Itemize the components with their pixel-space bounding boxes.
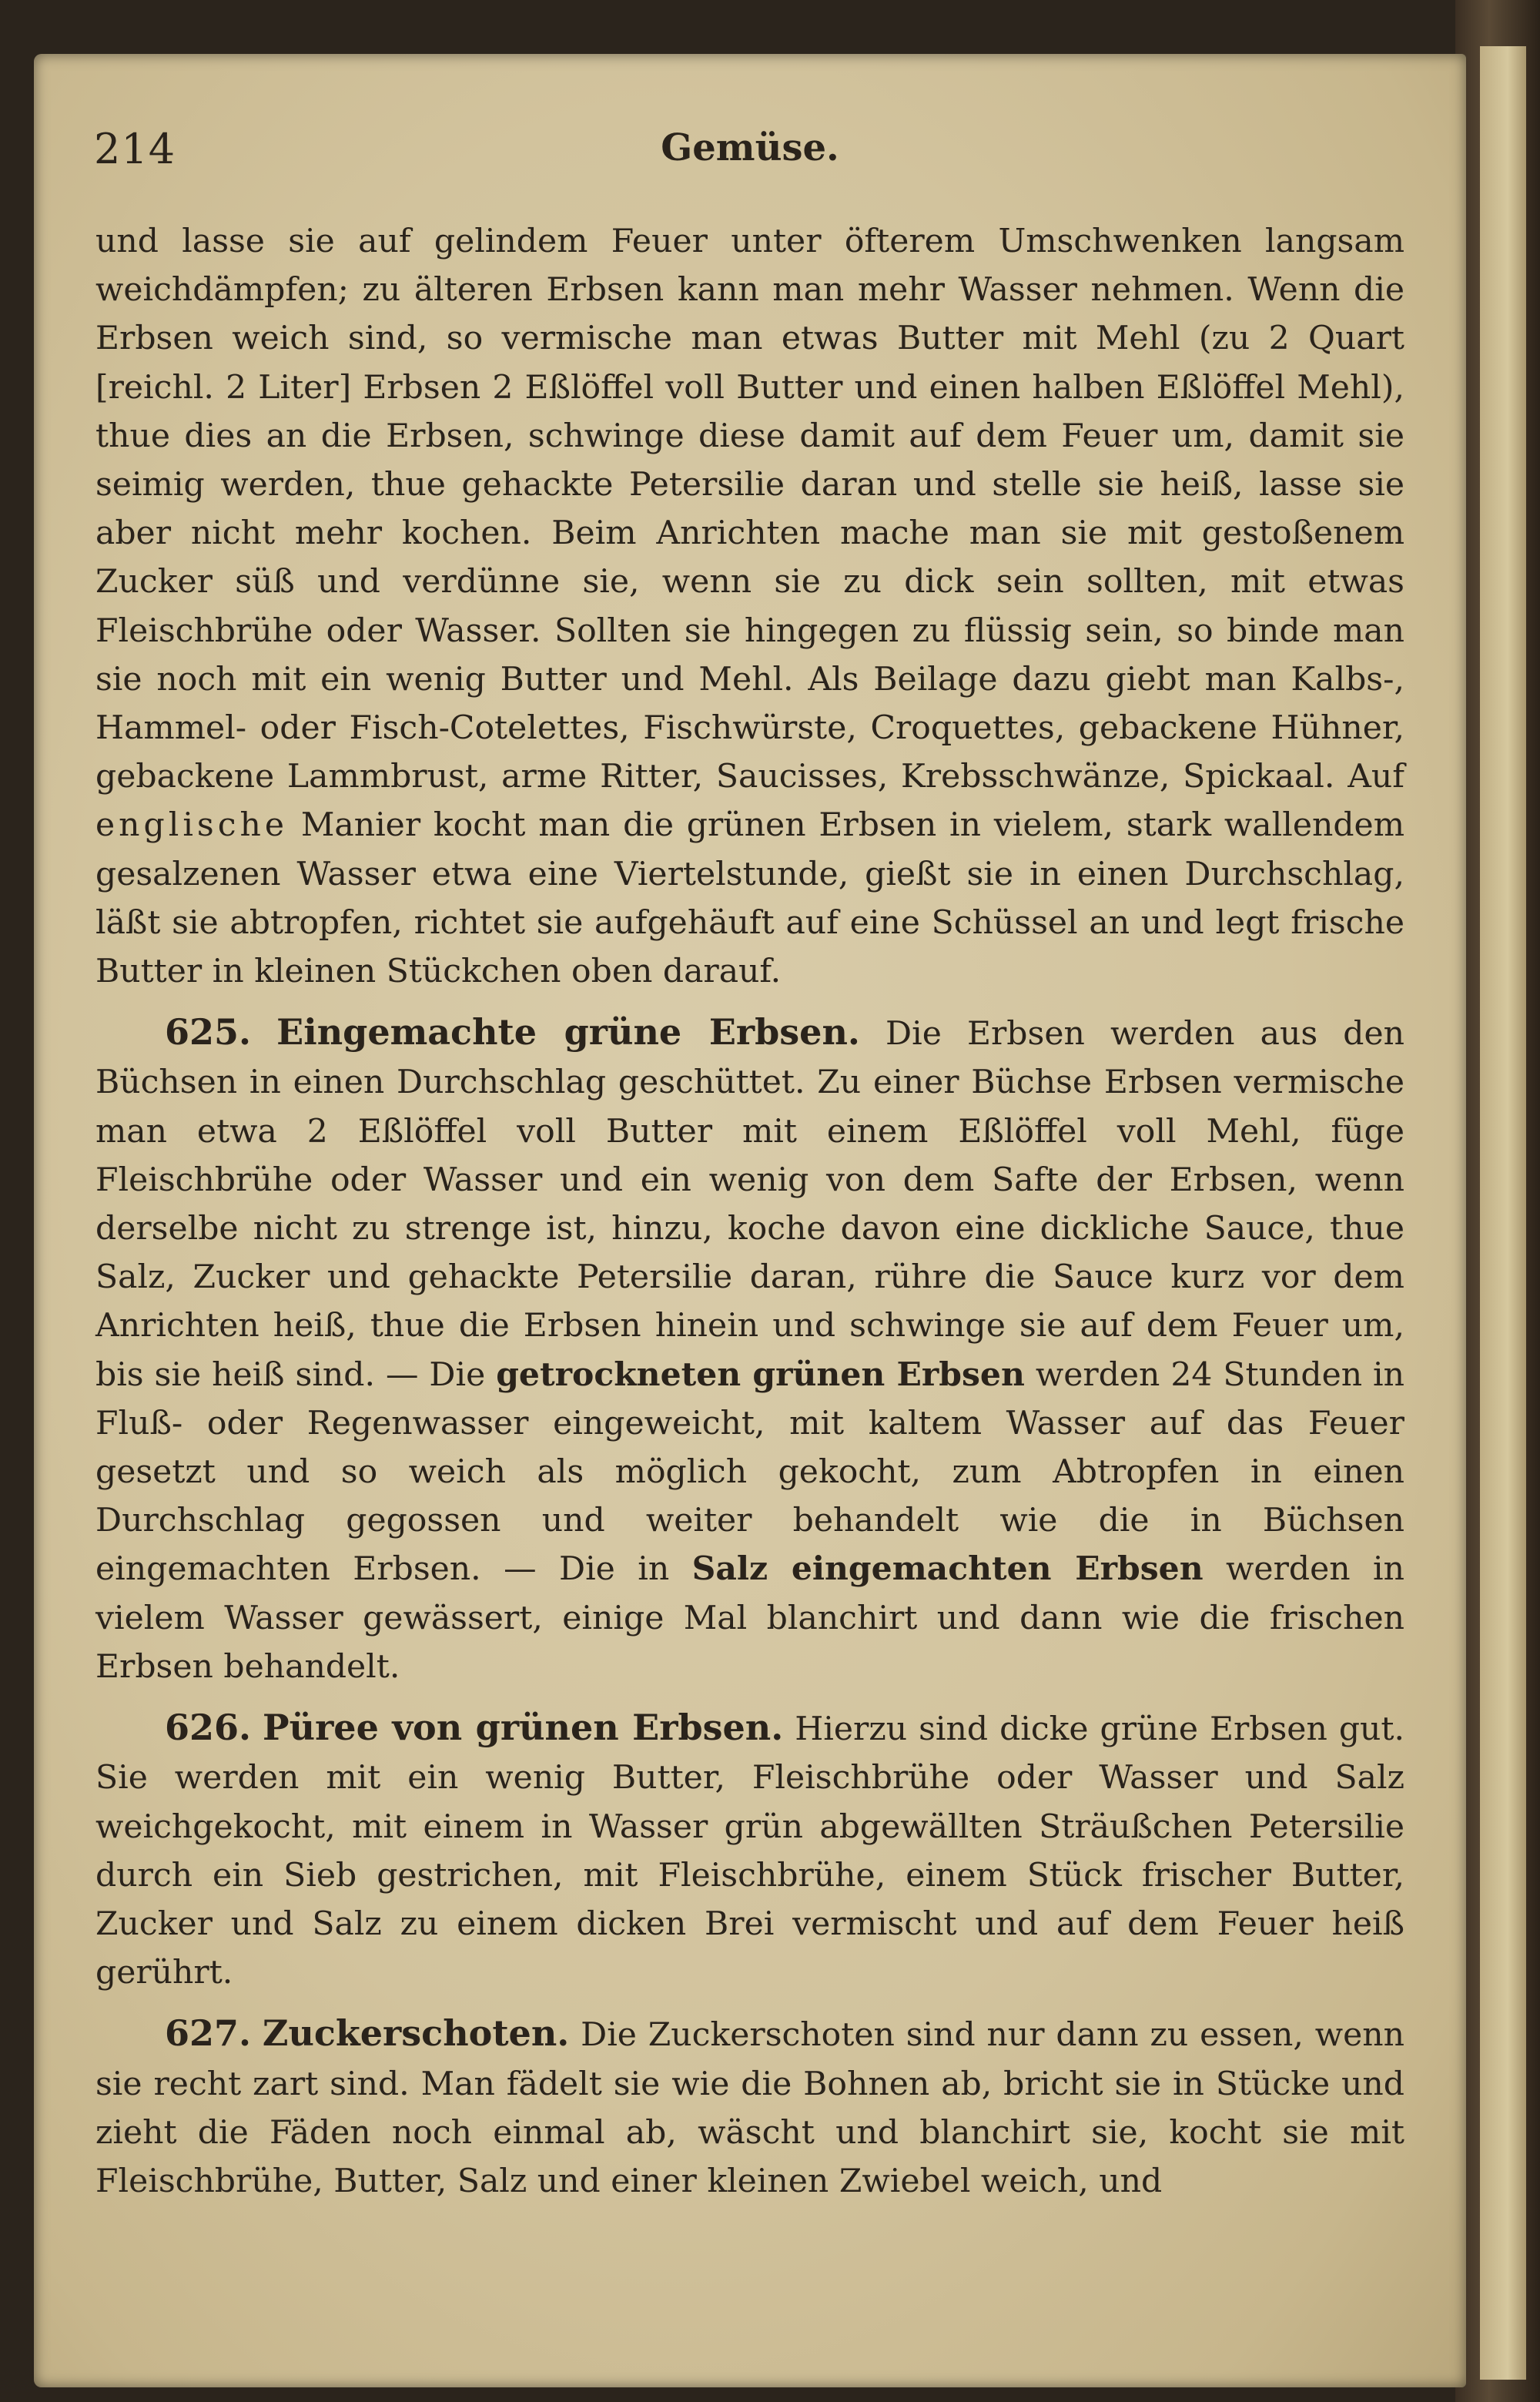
recipe-number: 625. — [165, 1011, 252, 1054]
page-number: 214 — [94, 125, 176, 173]
recipe-title: Eingemachte grüne Erbsen. — [276, 1011, 860, 1054]
recipe-text: Hierzu sind dicke grüne Erbsen gut. Sie werden mit ein wenig Butter, Fleischbrühe oder Wasser und Salz weichgekocht, mit einem in Wasser grün abgewällten Sträußchen Petersilie durch ein Sieb gestrichen, mit Fleischbrühe, einem Stück frischer Butter, Zucker und Salz zu einem dicken Brei vermischt und auf dem Feuer heiß gerührt. — [95, 1710, 1404, 1992]
spaced-emphasis: englische — [95, 806, 289, 845]
emphasis-dried-peas: getrockneten grünen Erbsen — [496, 1355, 1025, 1394]
recipe-627 — [95, 2009, 1404, 2206]
recipe-title: Püree von grünen Erbsen. — [263, 1707, 784, 1749]
emphasis-salted-peas: Salz eingemachten Erbsen — [691, 1549, 1204, 1589]
paragraph-continued — [95, 217, 1404, 996]
recipe-text: Die Zuckerschoten sind nur dann zu essen, wenn sie recht zart sind. Man fädelt sie wie die Bohnen ab, bricht sie in Stücke und zieht die Fäden noch einmal ab, wäscht und blanchirt sie, kocht sie mit Fleischbrühe, Butter, Salz und einer kleinen Zwiebel weich, und — [95, 2016, 1404, 2200]
paragraph-intro-text: und lasse sie auf gelindem Feuer unter öfterem Umschwenken langsam weichdämpfen; zu älteren Erbsen kann man mehr Wasser nehmen. Wenn die Erbsen weich sind, so vermische man etwas Butter mit Mehl (zu 2 Quart [reichl. 2 Liter] Erbsen 2 Eßlöffel voll Butter und einen halben Eßlöffel Mehl), thue dies an die Erbsen, schwinge diese damit auf dem Feuer um, damit sie seimig werden, thue gehackte Petersilie daran und stelle sie heiß, lasse sie aber nicht mehr kochen. Beim Anrichten mache man sie mit gestoßenem Zucker süß und verdünne sie, wenn sie zu dick sein sollten, mit etwas Fleischbrühe oder Wasser. Sollten sie hingegen zu flüssig sein, so binde man sie noch mit ein wenig Butter und Mehl. Als Beilage dazu giebt man Kalbs-, Hammel- oder Fisch-Cotelettes, Fischwürste, Croquettes, gebackene Hühner, gebackene Lammbrust, arme Ritter, Saucisses, Krebsschwänze, Spickaal. Auf — [95, 223, 1404, 796]
book-edge — [1455, 0, 1540, 2402]
recipe-625 — [95, 1008, 1404, 1691]
recipe-text: werden 24 Stunden in Fluß- oder Regenwasser eingeweicht, mit kaltem Wasser auf das Feuer gesetzt und so weich als möglich gekocht, zum Abtropfen in einen Durchschlag gegossen und weiter behandelt wie die in Büchsen eingemachten Erbsen. — Die in — [95, 1355, 1405, 1589]
recipe-text: werden in vielem Wasser gewässert, einige Mal blanchirt und dann wie die frischen Erbsen behandelt. — [95, 1550, 1404, 1686]
recipe-number: 627. — [165, 2012, 252, 2055]
body-text — [95, 217, 1404, 2206]
recipe-title: Zuckerschoten. — [262, 2012, 570, 2055]
recipe-text: Die Erbsen werden aus den Büchsen in einen Durchschlag geschüttet. Zu einer Büchse Erbsen vermische man etwa 2 Eßlöffel voll Butter mit einem Eßlöffel voll Mehl, füge Fleischbrühe oder Wasser und ein wenig von dem Safte der Erbsen, wenn derselbe nicht zu strenge ist, hinzu, koche davon eine dickliche Sauce, thue Salz, Zucker und gehackte Petersilie daran, rühre die Sauce kurz vor dem Anrichten heiß, thue die Erbsen hinein und schwinge sie auf dem Feuer um, bis sie heiß sind. — Die — [95, 1015, 1405, 1394]
recipe-626 — [95, 1704, 1404, 1997]
next-page-edge — [1480, 46, 1526, 2380]
recipe-number: 626. — [165, 1707, 252, 1749]
book-page — [34, 54, 1466, 2387]
paragraph-rest-text: Manier kocht man die grünen Erbsen in vielem, stark wallendem gesalzenen Wasser etwa eine Viertelstunde, gießt sie in einen Durchschlag, läßt sie abtropfen, richtet sie aufgehäuft auf eine Schüssel an und legt frische Butter in kleinen Stückchen oben darauf. — [95, 806, 1404, 991]
running-title: Gemüse. — [661, 126, 839, 169]
